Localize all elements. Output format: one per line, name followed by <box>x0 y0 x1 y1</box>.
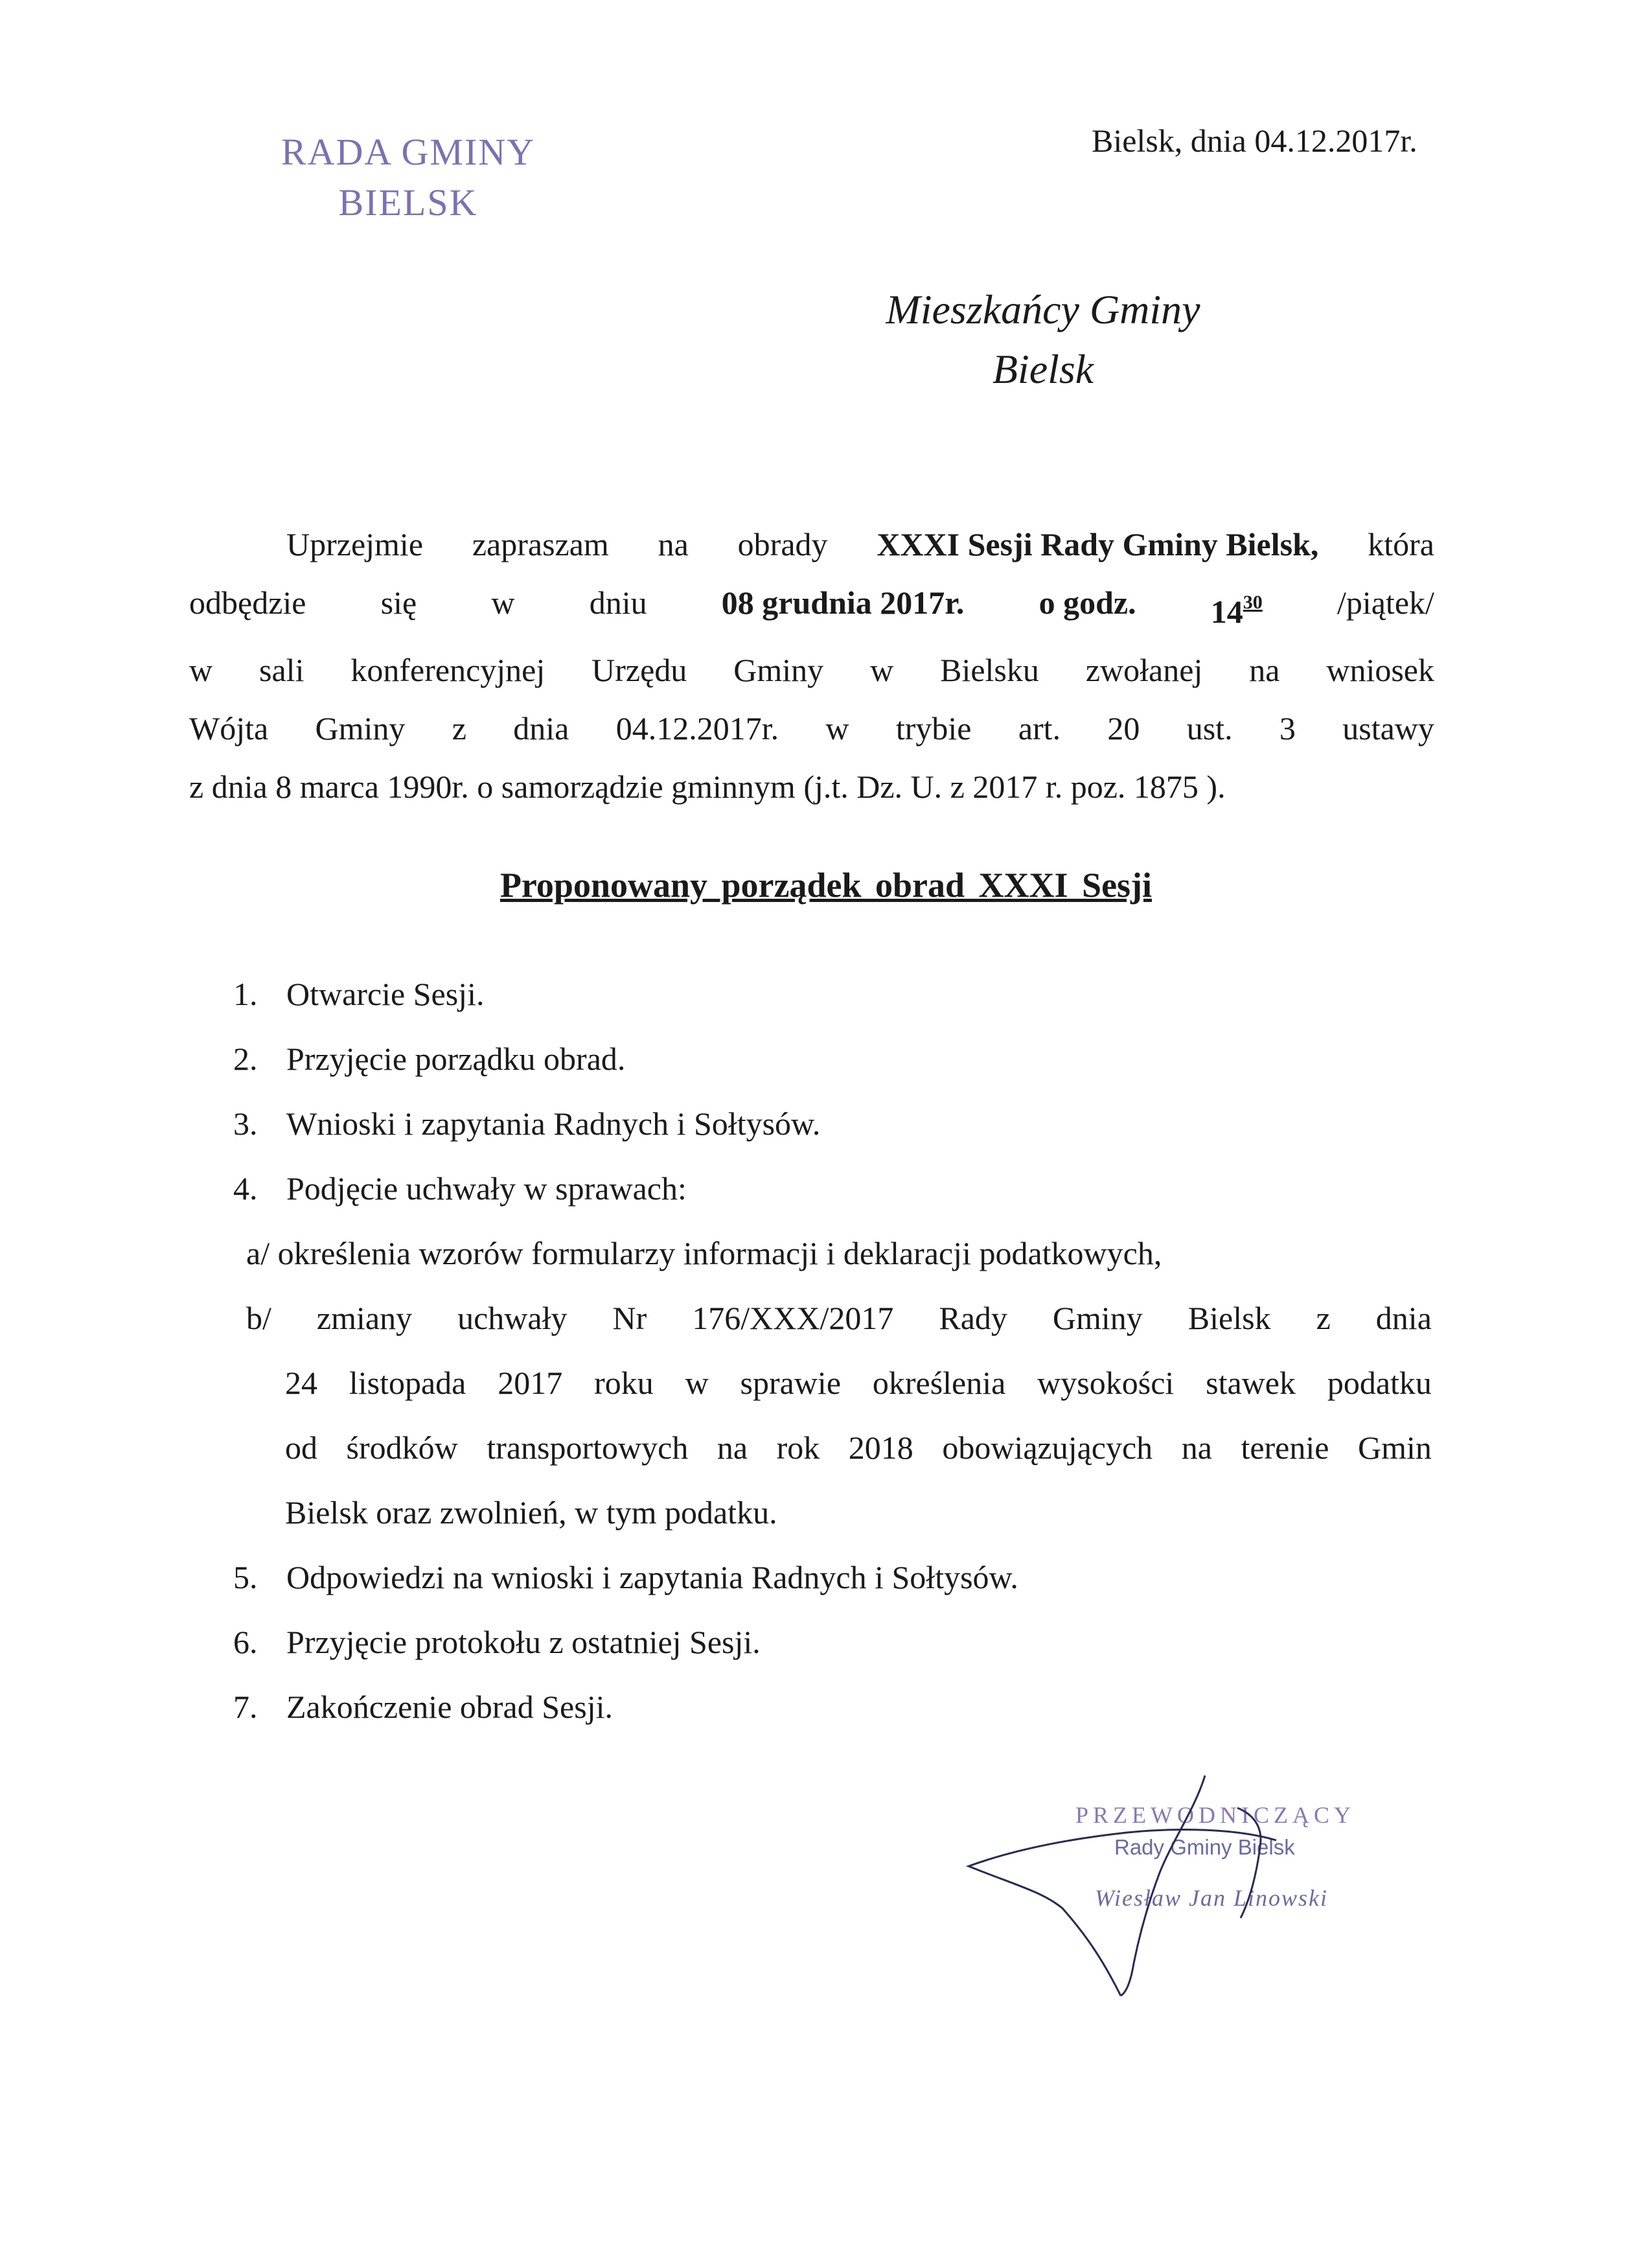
word: 3 <box>1279 710 1296 746</box>
agenda-item <box>233 1040 625 1078</box>
word: uchwały <box>457 1300 568 1336</box>
word: odbędzie <box>189 584 306 621</box>
word: obrady <box>737 526 828 562</box>
word: podatku <box>1327 1365 1432 1401</box>
word: b/ <box>246 1300 271 1336</box>
word: w <box>189 652 213 688</box>
agenda-item-text: Przyjęcie protokołu z ostatniej Sesji. <box>286 1624 761 1660</box>
signature-organization: Rady Gminy Bielsk <box>1114 1835 1295 1859</box>
agenda-subitem-b-line-4: Bielsk oraz zwolnień, w tym podatku. <box>285 1494 777 1531</box>
word: się <box>380 584 417 621</box>
agenda-item-number: 4. <box>233 1170 258 1207</box>
word: trybie <box>895 710 972 746</box>
word: która <box>1368 526 1434 562</box>
handwritten-signature <box>965 1769 1393 2002</box>
addressee-line-2: Bielsk <box>992 346 1094 392</box>
word: rok <box>776 1429 820 1466</box>
word: art. <box>1018 710 1061 746</box>
agenda-item-number: 3. <box>233 1105 258 1142</box>
word: zwołanej <box>1085 652 1203 688</box>
word: od <box>285 1429 317 1466</box>
word: obowiązujących <box>942 1429 1153 1466</box>
word: sprawie <box>740 1365 842 1401</box>
agenda-item-number: 7. <box>233 1689 258 1725</box>
agenda-item-text: Podjęcie uchwały w sprawach: <box>286 1170 687 1207</box>
agenda-item-number: 1. <box>233 976 258 1012</box>
word: wysokości <box>1037 1365 1175 1401</box>
word: Nr <box>612 1300 647 1336</box>
word: 20 <box>1107 710 1140 746</box>
word: z <box>1316 1300 1331 1336</box>
agenda-subitem-b-line-3 <box>285 1429 1432 1466</box>
agenda-item-number: 2. <box>233 1041 258 1077</box>
word: określenia <box>872 1365 1006 1401</box>
word: /piątek/ <box>1337 584 1434 621</box>
word: na <box>1249 652 1280 688</box>
word: roku <box>594 1365 654 1401</box>
session-name: XXXI Sesji Rady Gminy Bielsk, <box>877 526 1319 562</box>
word: wniosek <box>1326 652 1434 688</box>
place-and-date: Bielsk, dnia 04.12.2017r. <box>1092 122 1417 159</box>
word: zmiany <box>316 1300 413 1336</box>
agenda-item <box>233 1558 1018 1596</box>
agenda-item-text: Zakończenie obrad Sesji. <box>286 1689 613 1725</box>
word: sali <box>259 652 304 688</box>
word: środków <box>346 1429 458 1466</box>
agenda-item-text: Wnioski i zapytania Radnych i Sołtysów. <box>286 1105 821 1142</box>
word: 04.12.2017r. <box>615 710 779 746</box>
word: na <box>717 1429 748 1466</box>
word: 2018 <box>848 1429 913 1466</box>
word: terenie <box>1241 1429 1329 1466</box>
stamp-line-2: BIELSK <box>338 181 478 224</box>
word: ustawy <box>1342 710 1434 746</box>
word: 176/XXX/2017 <box>692 1300 894 1336</box>
agenda-title: Proponowany porządek obrad XXXI Sesji <box>499 866 1153 905</box>
word: Wójta <box>189 710 269 746</box>
word: na <box>658 526 689 562</box>
agenda-item-text: Przyjęcie porządku obrad. <box>286 1041 626 1077</box>
word: Gmin <box>1357 1429 1432 1466</box>
agenda-item-text: Otwarcie Sesji. <box>286 976 485 1012</box>
agenda-subitem-a: a/ określenia wzorów formularzy informacji i deklaracji podatkowych, <box>246 1235 1162 1271</box>
addressee-line-1: Mieszkańcy Gminy <box>886 286 1200 332</box>
word: Uprzejmie <box>286 526 424 562</box>
word: z <box>452 710 466 746</box>
session-time-label: o godz. <box>1038 584 1136 621</box>
agenda-item-number: 5. <box>233 1559 258 1595</box>
agenda-item <box>233 1623 761 1661</box>
word: zapraszam <box>472 526 609 562</box>
word: Gminy <box>1052 1300 1143 1336</box>
signature-name: Wiesław Jan Linowski <box>1095 1885 1329 1911</box>
addressee <box>797 280 1289 399</box>
word: dnia <box>513 710 569 746</box>
session-date: 08 grudnia 2017r. <box>721 584 965 621</box>
word: w <box>491 584 515 621</box>
chairman-signature-stamp <box>965 1769 1393 2002</box>
word: dniu <box>589 584 647 621</box>
paragraph-line-5: z dnia 8 marca 1990r. o samorządzie gminnym (j.t. Dz. U. z 2017 r. poz. 1875 ). <box>189 769 1226 805</box>
word: w <box>685 1365 709 1401</box>
session-time <box>1211 573 1263 641</box>
agenda-subitem-b-line-1 <box>246 1299 1432 1337</box>
word: 2017 <box>498 1365 563 1401</box>
agenda-item <box>233 1105 820 1142</box>
word: na <box>1181 1429 1212 1466</box>
word: stawek <box>1206 1365 1296 1401</box>
paragraph-line-3 <box>189 641 1434 699</box>
council-stamp <box>253 127 564 228</box>
session-minutes: 30 <box>1243 592 1263 613</box>
word: listopada <box>349 1365 466 1401</box>
session-hour: 14 <box>1210 594 1243 630</box>
word: Urzędu <box>591 652 687 688</box>
paragraph-line-2 <box>189 573 1434 641</box>
paragraph-line-1 <box>189 515 1434 573</box>
word: Gminy <box>315 710 406 746</box>
word: ust. <box>1186 710 1233 746</box>
word: Bielsku <box>940 652 1039 688</box>
word: 24 <box>285 1365 317 1401</box>
word: konferencyjnej <box>350 652 545 688</box>
word: Rady <box>939 1300 1007 1336</box>
word: w <box>870 652 894 688</box>
paragraph-line-4 <box>189 699 1434 757</box>
word: Bielsk <box>1187 1300 1271 1336</box>
word: dnia <box>1375 1300 1432 1336</box>
agenda-item-text: Odpowiedzi na wnioski i zapytania Radnych i Sołtysów. <box>286 1559 1018 1595</box>
word: Gminy <box>733 652 824 688</box>
agenda-item <box>233 1688 613 1726</box>
agenda-item-number: 6. <box>233 1624 258 1660</box>
invitation-paragraph <box>189 515 1434 816</box>
agenda-subitem-b-line-2 <box>285 1364 1432 1402</box>
stamp-line-1: RADA GMINY <box>281 131 536 173</box>
word: transportowych <box>487 1429 689 1466</box>
signature-title: PRZEWODNICZĄCY <box>1075 1802 1355 1828</box>
agenda-item <box>233 975 484 1013</box>
agenda-item <box>233 1170 687 1207</box>
word: w <box>825 710 849 746</box>
